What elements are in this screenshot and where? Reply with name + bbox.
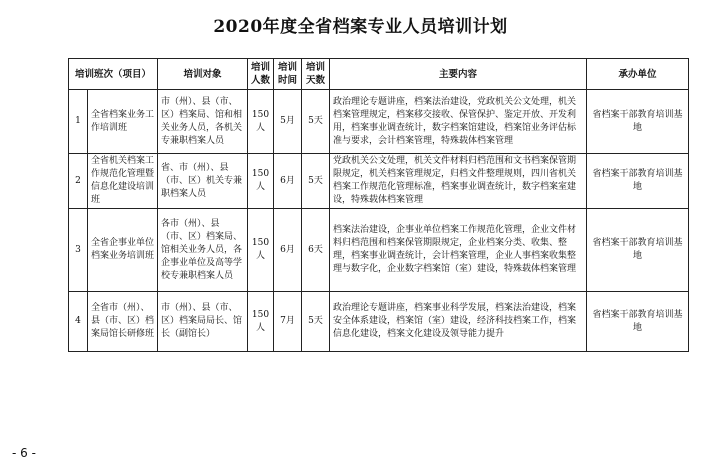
organizer: 省档案干部教育培训基地 <box>587 292 689 352</box>
header-count: 培训人数 <box>248 59 274 90</box>
training-content: 政治理论专题讲座，档案法治建设，党政机关公文处理，机关档案管理规定，档案移交接收、保管保护、鉴定开放、开发利用，档案事业调查统计，数字档案馆建设，档案馆业务评估标准与要求，会计档案管理，特殊载体档案管理 <box>330 90 587 154</box>
training-plan-table <box>68 58 689 352</box>
row-index: 1 <box>69 90 88 154</box>
row-index: 4 <box>69 292 88 352</box>
page-number: - 6 - <box>12 446 36 460</box>
organizer: 省档案干部教育培训基地 <box>587 209 689 292</box>
table-row <box>69 90 689 154</box>
training-target: 各市（州）、县（市、区）档案局、馆相关业务人员，各企事业单位及高等学校专兼职档案人员 <box>158 209 248 292</box>
table-row <box>69 154 689 209</box>
row-index: 2 <box>69 154 88 209</box>
table-row <box>69 209 689 292</box>
training-days: 5天 <box>302 90 330 154</box>
training-count: 150人 <box>248 154 274 209</box>
training-content: 政治理论专题讲座，档案事业科学发展，档案法治建设，档案安全体系建设，档案馆（室）建设，经济科技档案工作，档案信息化建设，档案文化建设及领导能力提升 <box>330 292 587 352</box>
training-target: 市（州）、县（市、区）档案局局长、馆长（副馆长） <box>158 292 248 352</box>
training-time: 7月 <box>274 292 302 352</box>
header-time: 培训时间 <box>274 59 302 90</box>
training-target: 市（州）、县（市、区）档案局、馆和相关业务人员，各机关专兼职档案人员 <box>158 90 248 154</box>
training-count: 150人 <box>248 292 274 352</box>
course-name: 全省档案业务工作培训班 <box>88 90 158 154</box>
course-name: 全省市（州）、县（市、区）档案局馆长研修班 <box>88 292 158 352</box>
header-content: 主要内容 <box>330 59 587 90</box>
training-count: 150人 <box>248 90 274 154</box>
organizer: 省档案干部教育培训基地 <box>587 154 689 209</box>
training-content: 档案法治建设，企事业单位档案工作规范化管理，企业文件材料归档范围和档案保管期限规定，企业档案分类、收集、整理，档案事业调查统计，会计档案管理，企业人事档案收集整理与数字化，企业数字档案馆（室）建设，特殊载体档案管理 <box>330 209 587 292</box>
training-days: 6天 <box>302 209 330 292</box>
course-name: 全省机关档案工作规范化管理暨信息化建设培训班 <box>88 154 158 209</box>
course-name: 全省企事业单位档案业务培训班 <box>88 209 158 292</box>
header-organizer: 承办单位 <box>587 59 689 90</box>
table-header-row <box>69 59 689 90</box>
training-count: 150人 <box>248 209 274 292</box>
header-target: 培训对象 <box>158 59 248 90</box>
table-row <box>69 292 689 352</box>
training-time: 6月 <box>274 154 302 209</box>
training-target: 省、市（州）、县（市、区）机关专兼职档案人员 <box>158 154 248 209</box>
training-time: 5月 <box>274 90 302 154</box>
training-content: 党政机关公文处理，机关文件材料归档范围和文书档案保管期限规定，机关档案管理规定，归档文件整理规则，四川省机关档案工作规范化管理标准，档案事业调查统计，数字档案室建设，特殊载体档案管理 <box>330 154 587 209</box>
header-course: 培训班次（项目） <box>69 59 158 90</box>
training-days: 5天 <box>302 292 330 352</box>
row-index: 3 <box>69 209 88 292</box>
header-days: 培训天数 <box>302 59 330 90</box>
page-title: 2020年度全省档案专业人员培训计划 <box>213 17 508 37</box>
training-days: 5天 <box>302 154 330 209</box>
organizer: 省档案干部教育培训基地 <box>587 90 689 154</box>
training-time: 6月 <box>274 209 302 292</box>
